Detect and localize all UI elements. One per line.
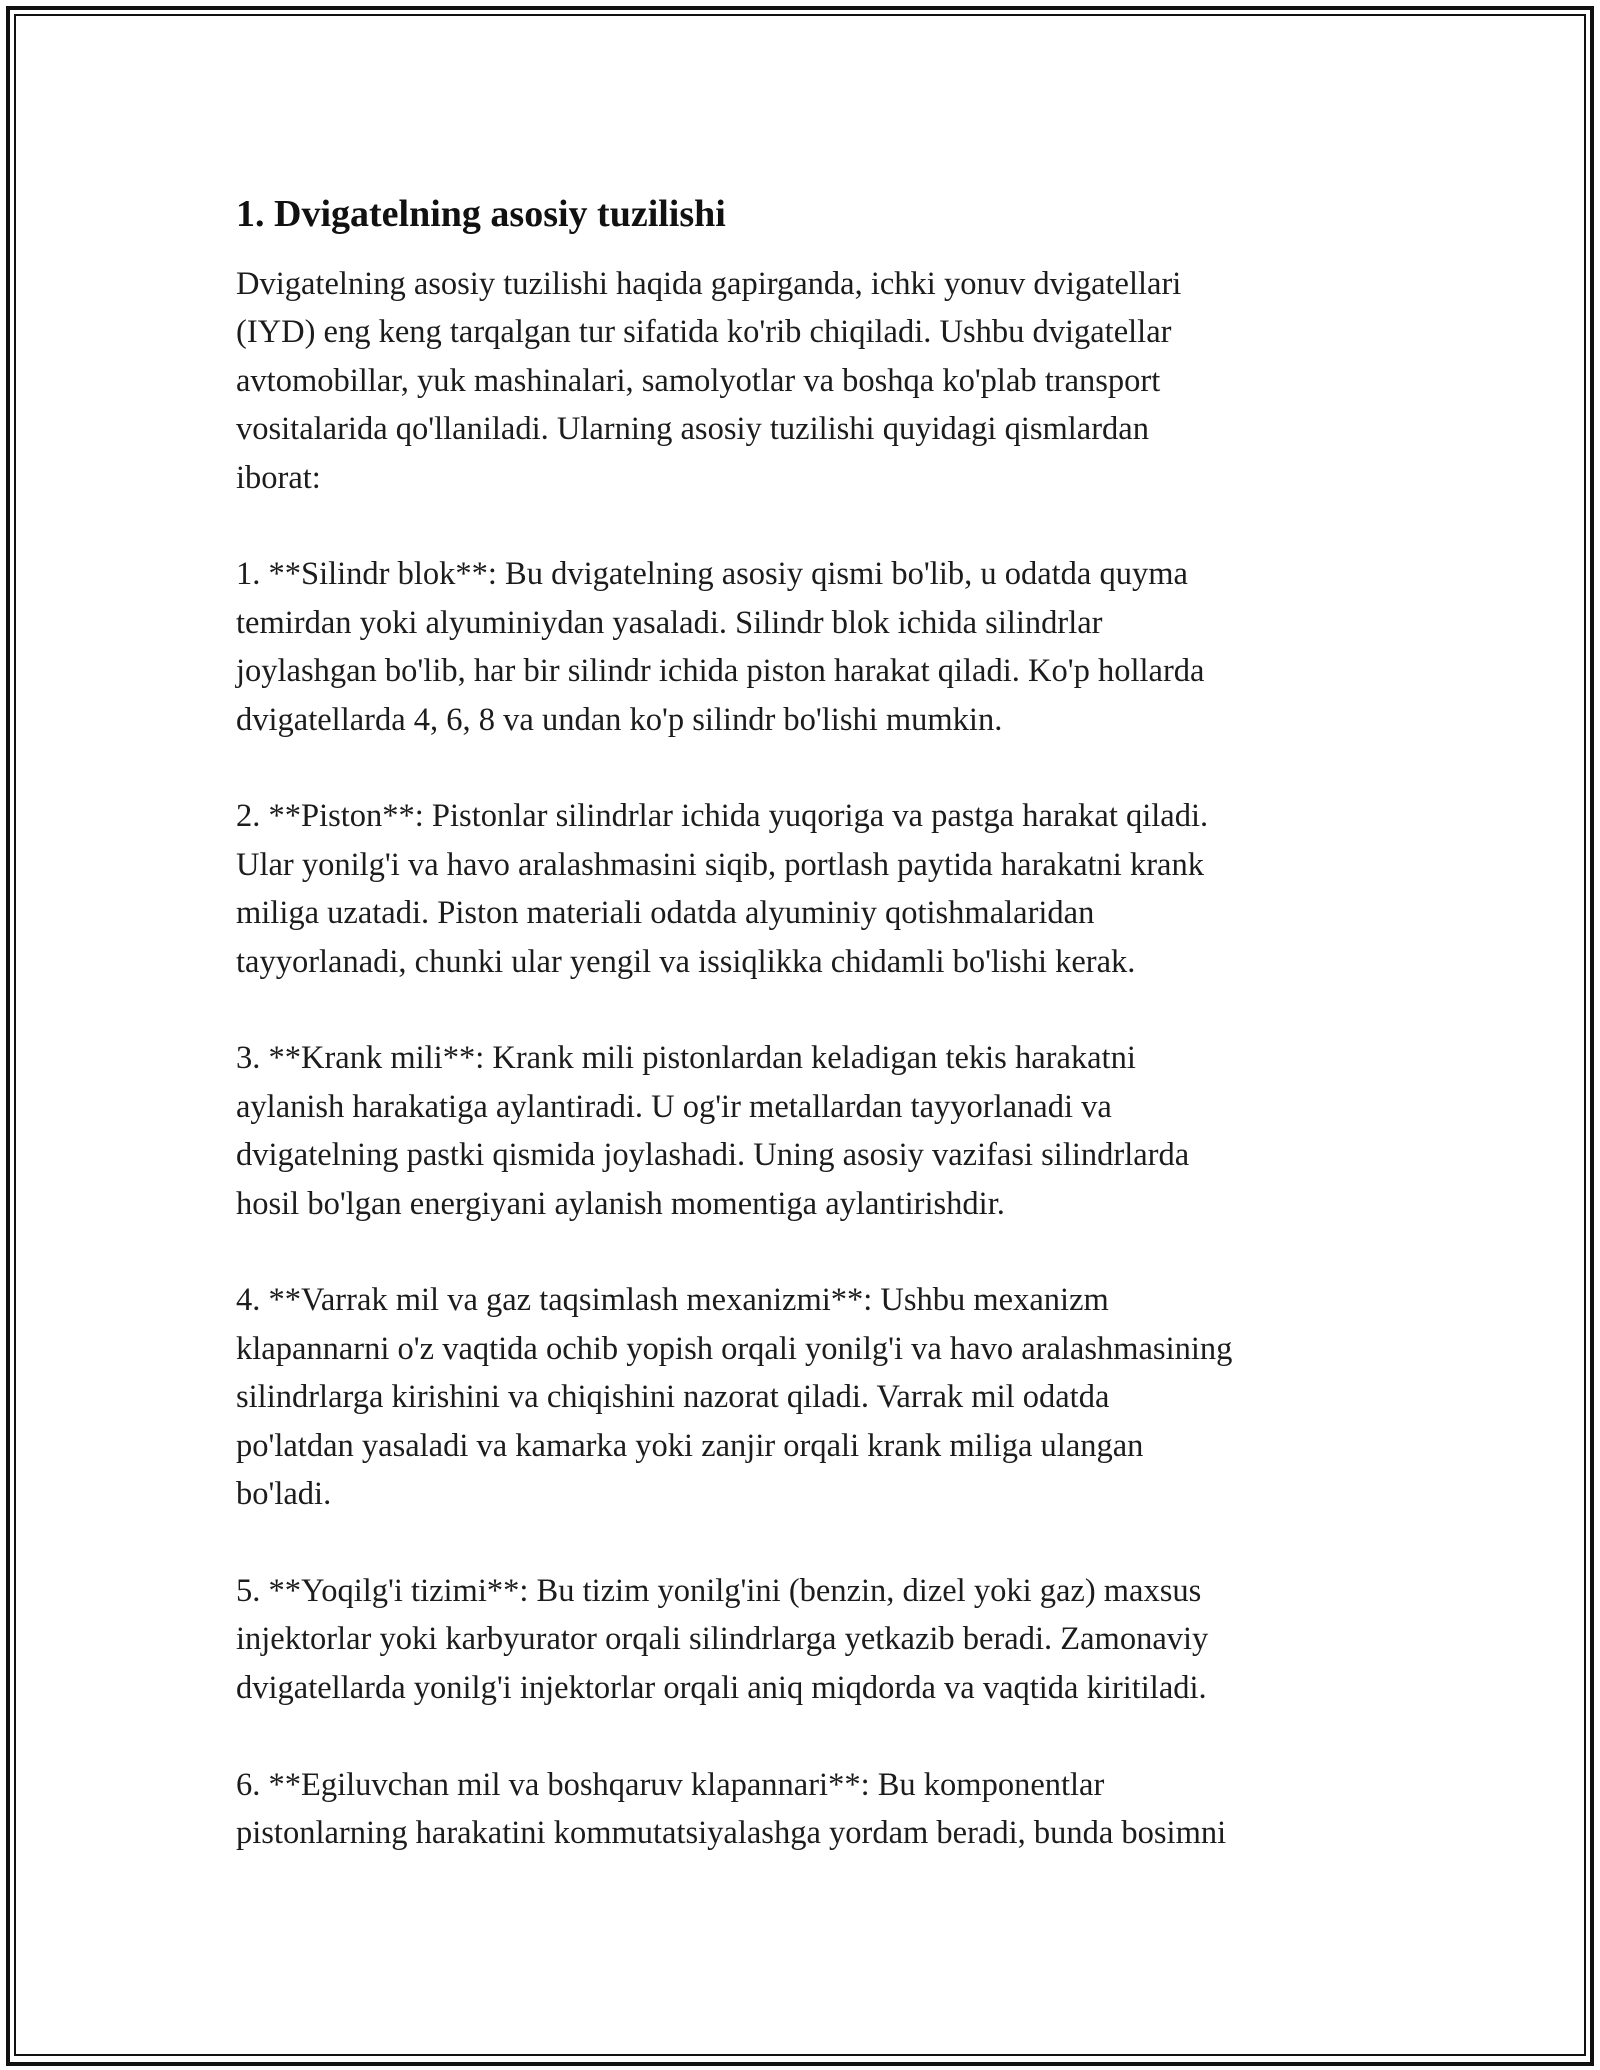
paragraph <box>236 1761 1376 1858</box>
text-line: po'latdan yasaladi va kamarka yoki zanjir orqali krank miliga ulangan <box>236 1427 1144 1464</box>
paragraph-list <box>236 260 1376 1857</box>
paragraph <box>236 550 1376 744</box>
text-line: 6. **Egiluvchan mil va boshqaruv klapannari**: Bu komponentlar <box>236 1766 1105 1803</box>
paragraph <box>236 792 1376 986</box>
text-line: injektorlar yoki karbyurator orqali silindrlarga yetkazib beradi. Zamonaviy <box>236 1621 1209 1658</box>
text-line: klapannarni o'z vaqtida ochib yopish orqali yonilg'i va havo aralashmasining <box>236 1330 1233 1367</box>
text-line: pistonlarning harakatini kommutatsiyalashga yordam beradi, bunda bosimni <box>236 1814 1227 1851</box>
text-line: 5. **Yoqilg'i tizimi**: Bu tizim yonilg'ini (benzin, dizel yoki gaz) maxsus <box>236 1572 1202 1609</box>
section-heading: 1. Dvigatelning asosiy tuzilishi <box>236 193 726 235</box>
text-line: avtomobillar, yuk mashinalari, samolyotlar va boshqa ko'plab transport <box>236 362 1161 399</box>
paragraph <box>236 1034 1376 1228</box>
text-line: 4. **Varrak mil va gaz taqsimlash mexanizmi**: Ushbu mexanizm <box>236 1282 1109 1319</box>
paragraph <box>236 260 1376 502</box>
text-line: silindrlarga kirishini va chiqishini nazorat qiladi. Varrak mil odatda <box>236 1379 1110 1416</box>
text-line: joylashgan bo'lib, har bir silindr ichida piston harakat qiladi. Ko'p hollarda <box>236 653 1205 690</box>
text-line: hosil bo'lgan energiyani aylanish momentiga aylantirishdir. <box>236 1185 1005 1222</box>
text-line: 1. **Silindr blok**: Bu dvigatelning asosiy qismi bo'lib, u odatda quyma <box>236 556 1188 593</box>
text-line: temirdan yoki alyuminiydan yasaladi. Silindr blok ichida silindrlar <box>236 604 1103 641</box>
text-line: bo'ladi. <box>236 1476 332 1513</box>
text-line: Dvigatelning asosiy tuzilishi haqida gapirganda, ichki yonuv dvigatellari <box>236 266 1182 302</box>
paragraph <box>236 1276 1376 1518</box>
text-line: dvigatelning pastki qismida joylashadi. Uning asosiy vazifasi silindrlarda <box>236 1137 1190 1174</box>
text-line: (IYD) eng keng tarqalgan tur sifatida ko'rib chiqiladi. Ushbu dvigatellar <box>236 314 1172 351</box>
text-line: aylanish harakatiga aylantiradi. U og'ir metallardan tayyorlanadi va <box>236 1088 1112 1125</box>
text-line: dvigatellarda 4, 6, 8 va undan ko'p silindr bo'lishi mumkin. <box>236 701 1003 738</box>
text-line: tayyorlanadi, chunki ular yengil va issiqlikka chidamli bo'lishi kerak. <box>236 943 1136 980</box>
document-body <box>236 190 1376 1857</box>
text-line: 3. **Krank mili**: Krank mili pistonlardan keladigan tekis harakatni <box>236 1040 1136 1077</box>
text-line: iborat: <box>236 459 321 496</box>
text-line: miliga uzatadi. Piston materiali odatda alyuminiy qotishmalaridan <box>236 895 1095 932</box>
text-line: dvigatellarda yonilg'i injektorlar orqali aniq miqdorda va vaqtida kiritiladi. <box>236 1669 1207 1706</box>
text-line: 2. **Piston**: Pistonlar silindrlar ichida yuqoriga va pastga harakat qiladi. <box>236 798 1209 835</box>
paragraph <box>236 1567 1376 1712</box>
text-line: Ular yonilg'i va havo aralashmasini siqib, portlash paytida harakatni krank <box>236 846 1204 883</box>
text-line: vositalarida qo'llaniladi. Ularning asosiy tuzilishi quyidagi qismlardan <box>236 411 1149 448</box>
